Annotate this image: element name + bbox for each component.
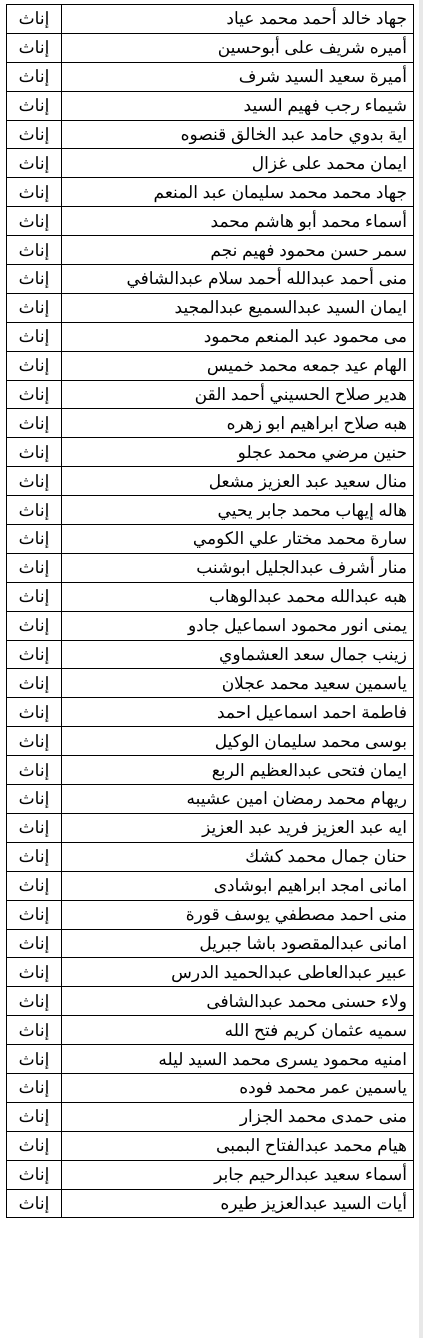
name-cell: ياسمين سعيد محمد عجلان [62,669,414,698]
gender-cell: إناث [7,582,62,611]
name-cell: ياسمين عمر محمد فوده [62,1073,414,1102]
table-row [7,351,414,380]
table-row [7,265,414,294]
table-row [7,900,414,929]
table-row [7,640,414,669]
table-row [7,525,414,554]
table-row [7,207,414,236]
gender-cell: إناث [7,293,62,322]
name-cell: منار أشرف عبدالجليل ابوشنب [62,553,414,582]
gender-cell: إناث [7,5,62,34]
name-cell: ايمان فتحى عبدالعظيم الربع [62,756,414,785]
name-cell: جهاد محمد محمد سليمان عبد المنعم [62,178,414,207]
table-row [7,611,414,640]
gender-cell: إناث [7,842,62,871]
table-row [7,553,414,582]
name-cell: امانى عبدالمقصود باشا جبريل [62,929,414,958]
table-row [7,669,414,698]
name-cell: عبير عبدالعاطى عبدالحميد الدرس [62,958,414,987]
name-cell: هيام محمد عبدالفتاح البمبى [62,1131,414,1160]
table-row [7,727,414,756]
gender-cell: إناث [7,1160,62,1189]
table-row [7,842,414,871]
names-table [6,4,414,1218]
name-cell: زينب جمال سعد العشماوي [62,640,414,669]
gender-cell: إناث [7,322,62,351]
name-cell: منى أحمد عبدالله أحمد سلام عبدالشافي [62,265,414,294]
gender-cell: إناث [7,958,62,987]
gender-cell: إناث [7,1102,62,1131]
gender-cell: إناث [7,62,62,91]
gender-cell: إناث [7,929,62,958]
gender-cell: إناث [7,727,62,756]
name-cell: سمر حسن محمود فهيم نجم [62,236,414,265]
table-row [7,785,414,814]
table-row [7,62,414,91]
gender-cell: إناث [7,553,62,582]
table-row [7,813,414,842]
name-cell: جهاد خالد أحمد محمد عياد [62,5,414,34]
name-cell: هبه صلاح ابراهيم ابو زهره [62,409,414,438]
name-cell: امنيه محمود يسرى محمد السيد ليله [62,1045,414,1074]
gender-cell: إناث [7,380,62,409]
gender-cell: إناث [7,207,62,236]
name-cell: ولاء حسنى محمد عبدالشافى [62,987,414,1016]
name-cell: فاطمة احمد اسماعيل احمد [62,698,414,727]
name-cell: ايمان السيد عبدالسميع عبدالمجيد [62,293,414,322]
table-row [7,987,414,1016]
table-row [7,149,414,178]
gender-cell: إناث [7,351,62,380]
gender-cell: إناث [7,669,62,698]
gender-cell: إناث [7,698,62,727]
table-row [7,1016,414,1045]
name-cell: الهام عيد جمعه محمد خميس [62,351,414,380]
name-cell: يمنى انور محمود اسماعيل جادو [62,611,414,640]
table-row [7,293,414,322]
gender-cell: إناث [7,900,62,929]
table-row [7,5,414,34]
name-cell: اية بدوي حامد عبد الخالق قنصوه [62,120,414,149]
table-row [7,929,414,958]
gender-cell: إناث [7,178,62,207]
table-row [7,33,414,62]
name-cell: حنان جمال محمد كشك [62,842,414,871]
table-row [7,438,414,467]
gender-cell: إناث [7,91,62,120]
name-cell: أسماء محمد أبو هاشم محمد [62,207,414,236]
gender-cell: إناث [7,871,62,900]
gender-cell: إناث [7,438,62,467]
name-cell: أميره شريف على أبوحسين [62,33,414,62]
name-cell: ايه عبد العزيز فريد عبد العزيز [62,813,414,842]
gender-cell: إناث [7,496,62,525]
gender-cell: إناث [7,1016,62,1045]
table-row [7,467,414,496]
gender-cell: إناث [7,813,62,842]
gender-cell: إناث [7,409,62,438]
gender-cell: إناث [7,467,62,496]
gender-cell: إناث [7,1045,62,1074]
names-table-body [7,5,414,1218]
table-row [7,1073,414,1102]
name-cell: أيات السيد عبدالعزيز طيره [62,1189,414,1218]
gender-cell: إناث [7,640,62,669]
name-cell: شيماء رجب فهيم السيد [62,91,414,120]
gender-cell: إناث [7,525,62,554]
name-cell: هاله إيهاب محمد جابر يحيي [62,496,414,525]
table-row [7,496,414,525]
gender-cell: إناث [7,1131,62,1160]
name-cell: سميه عثمان كريم فتح الله [62,1016,414,1045]
gender-cell: إناث [7,1073,62,1102]
name-cell: سارة محمد مختار علي الكومي [62,525,414,554]
table-row [7,1160,414,1189]
name-cell: هدير صلاح الحسيني أحمد القن [62,380,414,409]
gender-cell: إناث [7,33,62,62]
name-cell: أميرة سعيد السيد شرف [62,62,414,91]
table-row [7,380,414,409]
gender-cell: إناث [7,265,62,294]
table-row [7,958,414,987]
table-row [7,322,414,351]
table-row [7,91,414,120]
page-edge [419,0,423,1338]
name-cell: هبه عبدالله محمد عبدالوهاب [62,582,414,611]
gender-cell: إناث [7,987,62,1016]
name-cell: منى احمد مصطفي يوسف قورة [62,900,414,929]
gender-cell: إناث [7,756,62,785]
name-cell: بوسى محمد سليمان الوكيل [62,727,414,756]
table-row [7,236,414,265]
gender-cell: إناث [7,120,62,149]
gender-cell: إناث [7,611,62,640]
gender-cell: إناث [7,236,62,265]
table-row [7,120,414,149]
name-cell: مى محمود عبد المنعم محمود [62,322,414,351]
name-cell: امانى امجد ابراهيم ابوشادى [62,871,414,900]
table-row [7,1189,414,1218]
name-cell: منال سعيد عبد العزيز مشعل [62,467,414,496]
table-row [7,871,414,900]
table-row [7,756,414,785]
name-cell: أسماء سعيد عبدالرحيم جابر [62,1160,414,1189]
name-cell: منى حمدى محمد الجزار [62,1102,414,1131]
gender-cell: إناث [7,785,62,814]
table-row [7,698,414,727]
table-row [7,1045,414,1074]
table-row [7,582,414,611]
name-cell: حنين مرضي محمد عجلو [62,438,414,467]
name-cell: ايمان محمد على غزال [62,149,414,178]
table-row [7,1131,414,1160]
table-row [7,178,414,207]
gender-cell: إناث [7,149,62,178]
table-row [7,409,414,438]
gender-cell: إناث [7,1189,62,1218]
table-row [7,1102,414,1131]
name-cell: ريهام محمد رمضان امين عشيبه [62,785,414,814]
